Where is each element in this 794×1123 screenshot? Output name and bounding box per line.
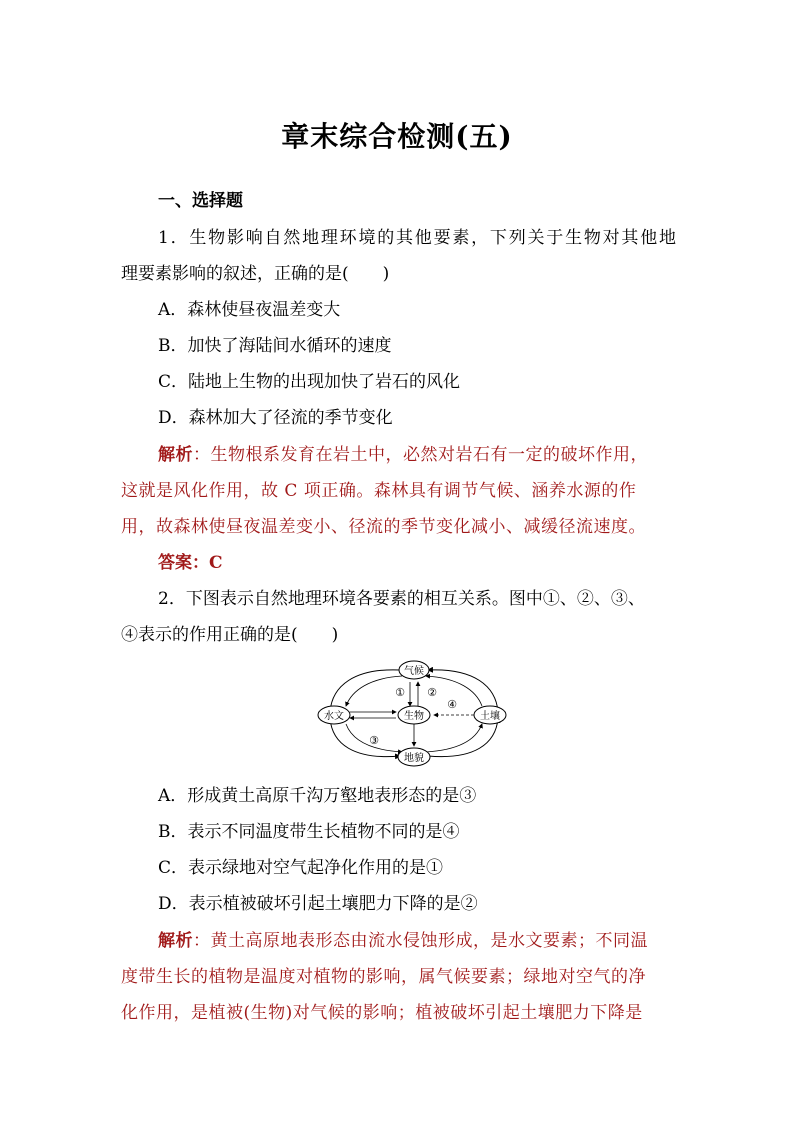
q1-analysis-text-1: ：生物根系发育在岩土中，必然对岩石有一定的破坏作用， [193, 445, 648, 465]
q2-option-a: A．形成黄土高原千沟万壑地表形态的是③ [158, 786, 477, 806]
q2-analysis-line-3: 化作用，是植被(生物)对气候的影响；植被破坏引起土壤肥力下降是 [121, 1003, 643, 1023]
q2-analysis-text-1: ：黄土高原地表形态由流水侵蚀形成，是水文要素；不同温 [193, 931, 648, 951]
q1-answer-label: 答案 [158, 553, 192, 573]
q1-answer-value: ：C [192, 553, 223, 573]
q1-answer [158, 551, 223, 575]
q1-analysis-label: 解析 [158, 445, 193, 465]
node-soil-label: 土壤 [480, 711, 500, 722]
inner-arc-1 [346, 676, 402, 706]
q2-option-b: B．表示不同温度带生长植物不同的是④ [158, 822, 460, 842]
section-heading: 一、选择题 [158, 191, 243, 211]
q2-analysis-label: 解析 [158, 931, 193, 951]
node-biology-label: 生物 [404, 711, 424, 722]
node-landform-label: 地貌 [404, 753, 424, 764]
q1-analysis-line-3: 用，故森林使昼夜温差变小、径流的季节变化减小、减缓径流速度。 [121, 517, 646, 537]
arc-climate-hydrology [330, 670, 400, 712]
q1-option-c: C．陆地上生物的出现加快了岩石的风化 [158, 372, 461, 392]
marker-1: ① [395, 686, 405, 699]
node-hydrology-label: 水文 [324, 711, 344, 722]
q1-analysis-line-2: 这就是风化作用，故 C 项正确。森林具有调节气候、涵养水源的作 [121, 481, 637, 501]
marker-4: ④ [447, 698, 457, 711]
page-title: 章末综合检测(五) [281, 120, 513, 153]
q2-analysis-line-2: 度带生长的植物是温度对植物的影响，属气候要素；绿地对空气的净 [121, 967, 646, 987]
node-climate-label: 气候 [404, 666, 424, 677]
q2-option-c: C．表示绿地对空气起净化作用的是① [158, 858, 444, 878]
marker-3: ③ [369, 734, 379, 747]
q2-option-d: D．表示植被破坏引起土壤肥力下降的是② [158, 894, 478, 914]
q1-analysis-line-1 [158, 443, 648, 467]
q1-stem-line-1: 1．生物影响自然地理环境的其他要素，下列关于生物对其他地 [158, 228, 676, 248]
environment-elements-diagram [314, 656, 514, 768]
q2-stem-line-2: ④表示的作用正确的是( ) [121, 625, 339, 645]
q1-option-d: D．森林加大了径流的季节变化 [158, 408, 393, 428]
marker-2: ② [427, 686, 437, 699]
q2-stem-line-1: 2．下图表示自然地理环境各要素的相互关系。图中①、②、③、 [158, 589, 645, 609]
q1-stem-line-2: 理要素影响的叙述，正确的是( ) [121, 264, 390, 284]
q1-option-b: B．加快了海陆间水循环的速度 [158, 336, 392, 356]
inner-arc-3 [426, 724, 482, 752]
q2-analysis-line-1 [158, 929, 648, 953]
q1-option-a: A．森林使昼夜温差变大 [158, 300, 341, 320]
